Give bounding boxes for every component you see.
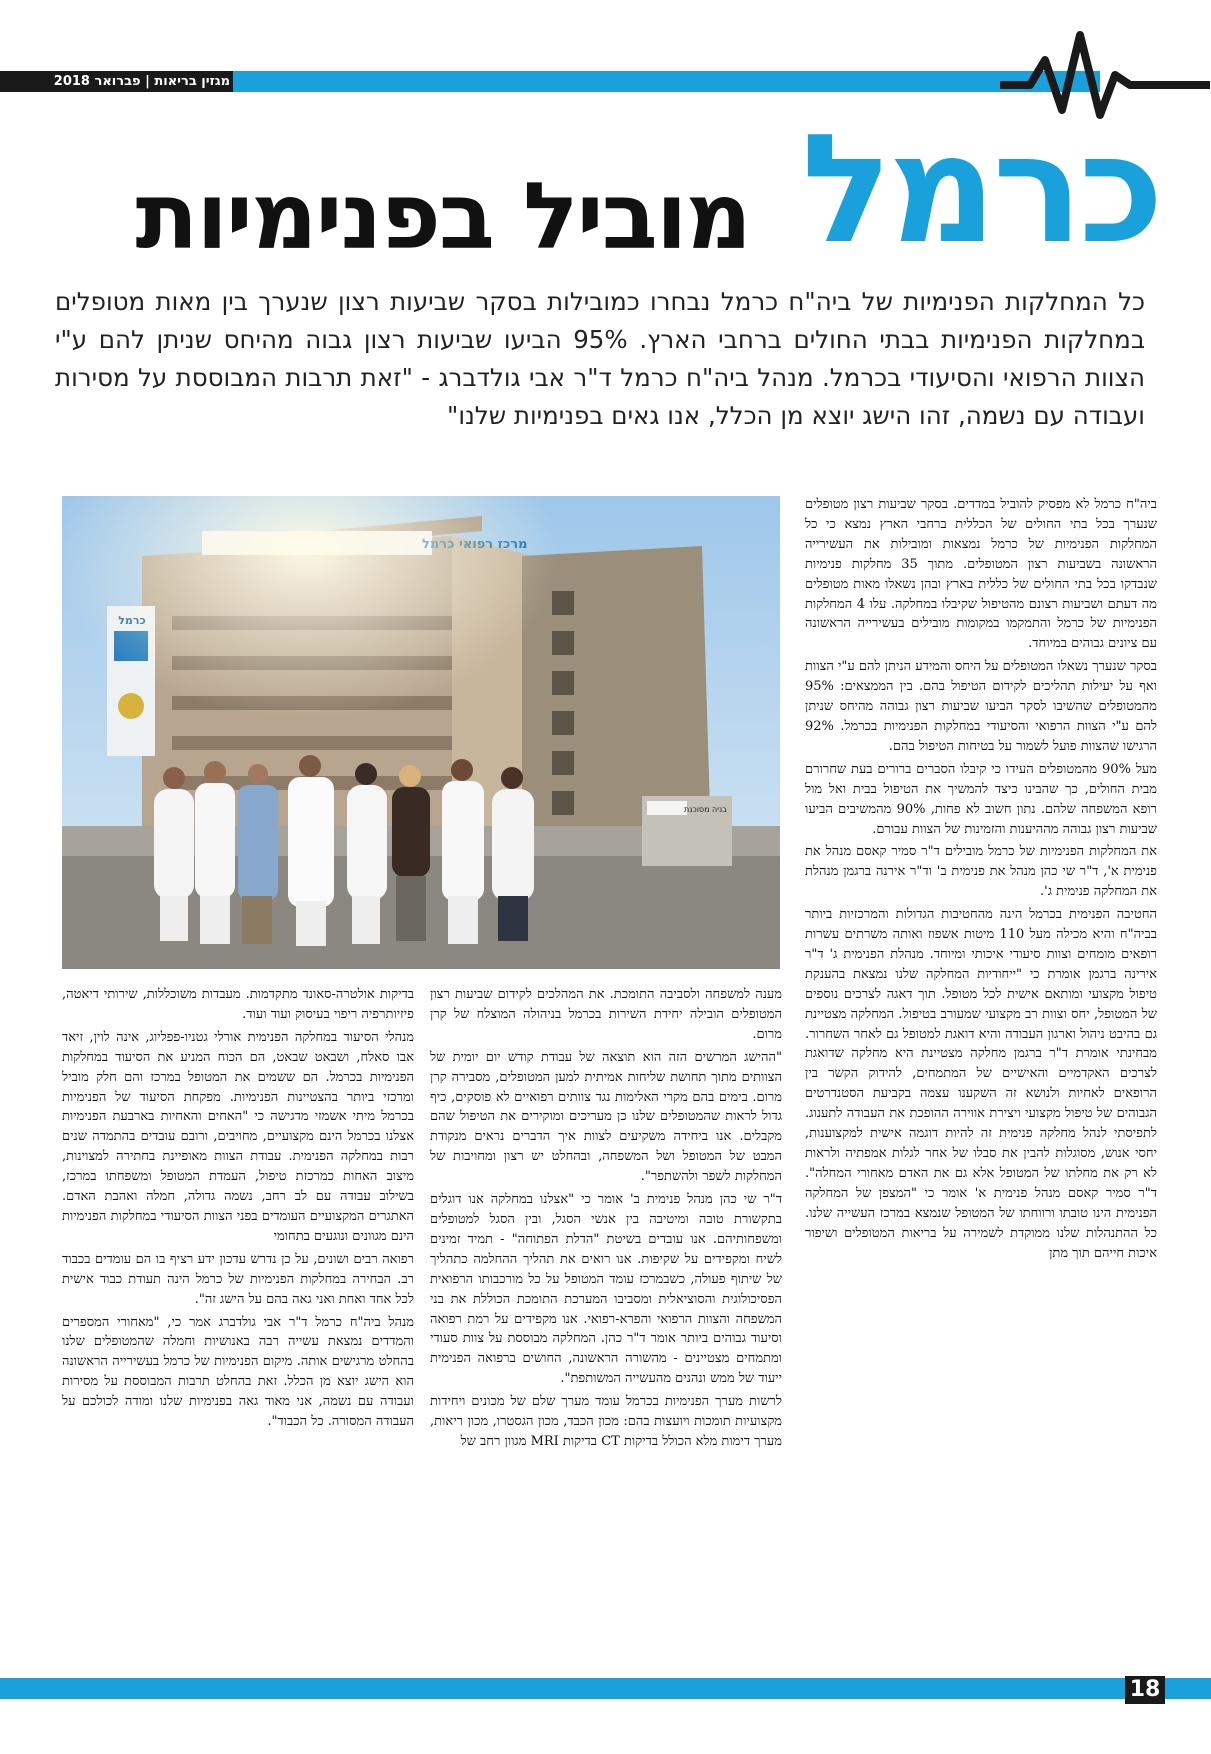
paragraph: ביה"ח כרמל לא מפסיק להוביל במדדים. בסקר שביעות רצון מטופלים שנערך בכל בתי החולים של הכללית ברחבי הארץ נמצא כי כל המחלקות הפנימיות של כרמל נמצאות ומובילות את העשירייה הראשונה בשביעות רצון המטופלים. מתוך 35 מחלקות פנימיות שנבדקו בכל בתי החולים של כללית בארץ ובהן נשאלו מאות מטופלים מה דעתם ושביעות רצונם מהטיפול שקיבלו במחלקה. עלו 4 המחלקות הפנימיות של כרמל והתמקמו במקומות מובילים בעשירייה הראשונה עם ציונים גבוהים במיוחד.	[805, 497, 1157, 652]
paragraph: בדיקות אולטרה-סאונד מתקדמות. מעבדות משוכללות, שירותי דיאטה, פיזיותרפיה ריפוי בעיסוק ועוד ועוד.	[62, 987, 414, 1022]
paragraph: החטיבה הפנימית בכרמל הינה מהחטיבות הגדולות והמרכזיות ביותר בביה"ח והיא מכילה מעל 110 מיטות אשפוז ואותה משרתים עשרות רופאים מומחים וצוות סיעודי איכותי ומיוחד. מנהלת הפנימית ג' ד"ר אירינה ברגמן אומרת כי "ייחודיות המחלקה שלנו נמצאת בהענקת טיפול מקצועי ומותאם אישית לכל מטופל. תוך דאגה לצרכים נוספים של המטופל, יחס וצוות רב מקצועי שמעורב בטיפול. המחלקה מצטיינת גם בהיבט ניהול וארגון העבודה והיא דואגת למטופל גם לאחר השחרור. מבחינתי אומרת ד"ר ברגמן מחלקה מצטיינת היא מחלקה שדואגת לצרכים האקדמיים והאישיים של המתמחים, להידוק הקשר בין הרופאים לאחיות ולנושא זה השקענו עצמה בקביעת הסטנדרטים הגבוהים של טיפול מקצועי ויצירת אווירה ההופכת את העבודה לתענוג. לתפיסתי לנהל מחלקה פנימית זה להיות דוגמה אישית למקצוענות, יחסי אנוש, מסוגלות להבין את סבלו של אחר לגלות אמפתיה ולראות לא רק את מחלתו של המטופל אלא גם את האדם מאחורי המחלה". ד"ר סמיר קאסם מנהל פנימית א' אומר כי "המצפן של המחלקה הפנימית הינו טובתו ורווחתו של המטופל שנמצא במרכז העשייה שלנו. כל ההתנהלות שלנו ממוקדת לשמירה על בריאות המטופלים ושיפור איכות חייהם תוך מתן	[805, 907, 1157, 1261]
paragraph: מנהל ביה"ח כרמל ד"ר אבי גולדברג אמר כי, "מאחורי המספרים והמדדים נמצאת עשייה רבה באנושיות וחמלה שהמטופלים שלנו בהחלט מרגישים אותה. מיקום הפנימיות של כרמל בעשירייה הראשונה הוא הישג יוצא מן הכלל. זאת בהחלט תרבות המבוססת על מסירות ועבודה עם נשמה, אני מאוד גאה בפנימיות שלנו ומודה לכולכם על העבודה המסורה. כל הכבוד".	[62, 1314, 414, 1430]
staff-photo	[62, 496, 780, 969]
headline-highlight: כרמל	[801, 103, 1160, 277]
article-column-left	[62, 985, 414, 1435]
article-column-right	[805, 495, 1157, 1266]
lead-paragraph: כל המחלקות הפנימיות של ביה"ח כרמל נבחרו כמובילות בסקר שביעות רצון שנערך בין מאות מטופלים במחלקות הפנימיות בבתי החולים ברחבי הארץ. 95% הביעו שביעות רצון גבוה מהיחס שניתן להם ע"י הצוות הרפואי והסיעודי בכרמל. מנהל ביה"ח כרמל ד"ר אבי גולדברג - "זאת תרבות המבוססת על מסירות ועבודה עם נשמה, זהו הישג יוצא מן הכלל, אנו גאים בפנימיות שלנו"	[55, 287, 1145, 430]
paragraph: מנהלי הסיעוד במחלקה הפנימית אורלי גטניו-פפליוג, אינה לוין, זיאד אבו סאלח, ושבאט שבאט, הם הכוח המניע את הסיעוד במחלקות הפנימיות בכרמל. הם ששמים את המטופל במרכז והם חלק מוביל ומרכזי ביותר בהצטיינות הפנימיות. מפקחת הסיעוד של הפנימיות בכרמל מיתי אשמזי מדגישה כי "האחים והאחיות בארבעת הפנימיות אצלנו בכרמל הינם מקצועיים, מחויבים, ורובם עובדים בהתמדה שנים רבות במחלקה הפנימית. עבודת הצוות מאופיינת בחתירה למצוינות, מיצוב האחות כמרכזת טיפול, העמדת המטופל ומשפחתו במרכז, בשילוב עבודה עם לב רחב, נשמה גדולה, חמלה ואהבת האדם. האתגרים המקצועיים העומדים בפני הצוות הסיעודי במחלקות הפנימיות הינם מגוונים ונוגעים בתחומי	[62, 1029, 414, 1244]
fence-sign: בניה מסוכנת	[684, 805, 727, 814]
paragraph: מענה למשפחה ולסביבה התומכת. את המהלכים לקידום שביעות רצון המטופלים הובילה יחידת השירות בכרמל בניהולה המוצלח של קרן מרום.	[430, 987, 782, 1042]
page-number: 18	[1125, 1676, 1165, 1704]
headline-rest: מוביל בפנימיות	[135, 163, 750, 270]
paragraph: "ההישג המרשים הזה הוא תוצאה של עבודת קודש יום יומית של הצוותים מתוך תחושת שליחות אמיתית למען המטופלים, מסבירה קרן מרום. בימים בהם מקרי האלימות נגד צוותים רפואיים לא פוסקים, כיף גדול לראות שהמטופלים שלנו כן מעריכים ומוקירים את הטיפול שהם מקבלים. אנו ביחידה משקיעים לצוות איך הדברים נראים מנקודת המבט של המטופל ושל המשפחה, ובהחלט יש רצון ומחויבות של המחלקות לשפר ולהשתפר".	[430, 1049, 782, 1185]
paragraph: את המחלקות הפנימיות של כרמל מובילים ד"ר סמיר קאסם מנהל את פנימית א', ד"ר שי כהן מנהל את פנימית ב' וד"ר אירנה ברגמן מנהלת את המחלקה פנימית ג'.	[805, 844, 1157, 900]
issue-label: מגזין בריאות | פברואר 2018	[53, 74, 230, 89]
bottom-accent-bar	[0, 1678, 1211, 1699]
headline	[50, 103, 1160, 277]
paragraph: ד"ר שי כהן מנהל פנימית ב' אומר כי "אצלנו במחלקה אנו דוגלים בתקשורת טובה ומיטיבה בין אנשי הסגל, ובין הסגל למטופלים ומשפחותיהם. אנו עובדים בשיטת "הדלת הפתוחה" - תמיד זמינים לשיח ומקפידים על שקיפות. אנו רואים את תהליך ההחלמה כתהליך של שיתוף פעולה, כשבמרכז עומד המטופל על כל מורכבותו הרפואית הפסיכולוגית והסוציאלית ומסביבו המערכת התומכת הכוללת את בני המשפחה והצוות הרפואי והפרא-רפואי. אנו מקפידים על רמת רפואה וסיעוד גבוהים ביותר אומר ד"ר כהן. המחלקה מבוססת על צוות סעודי ומתמחים מצטיינים - מהשורה הראשונה, החושים ברפואה הפנימית ייעוד של ממש ונהנים מהעשייה המשותפת".	[430, 1192, 782, 1387]
paragraph: רפואה רבים ושונים, על כן נדרש עדכון ידע רציף בו הם עומדים בכבוד רב. הבחירה במחלקות הפנימיות של כרמל הינה תעודת כבוד אישית לכל אחד ואחת ואני גאה בהם על הישג זה".	[62, 1251, 414, 1307]
paragraph: מעל 90% מהמטופלים העידו כי קיבלו הסברים ברורים בעת שחרורם מבית החולים, כך שהבינו כיצד להמשיך את הטיפול בבית ואל מול רופא המשפחה שלהם. נתון חשוב לא פחות, 90% מהמשיבים הביעו שביעות רצון גבוהה מההיענות והזמינות של הצוות עבורם.	[805, 761, 1158, 837]
article-column-middle	[430, 985, 782, 1455]
paragraph: בסקר שנערך נשאלו המטופלים על היחס והמידע הניתן להם ע"י הצוות ואף על יעילות תהליכים לקידום הטיפול בהם. בין הממצאים: 95% מהמטופלים שהשיבו לסקר הביעו שביעות רצון גבוהה מהיחס שניתן להם ע"י הצוות הרפואי והסיעודי במחלקות הפנימיות בכרמל. 92% הרגישו שהצוות פועל לשמור על בטיחות הטיפול בהם.	[805, 659, 1157, 754]
paragraph: לרשות מערך הפנימיות בכרמל עומד מערך שלם של מכונים ויחידות מקצועיות תומכות ויועצות בהם: מכון הכבד, מכון הגסטרו, מכון ריאות, מערך דימות מלא הכולל בדיקות CT בדיקות MRI מגוון רחב של	[430, 1394, 782, 1449]
